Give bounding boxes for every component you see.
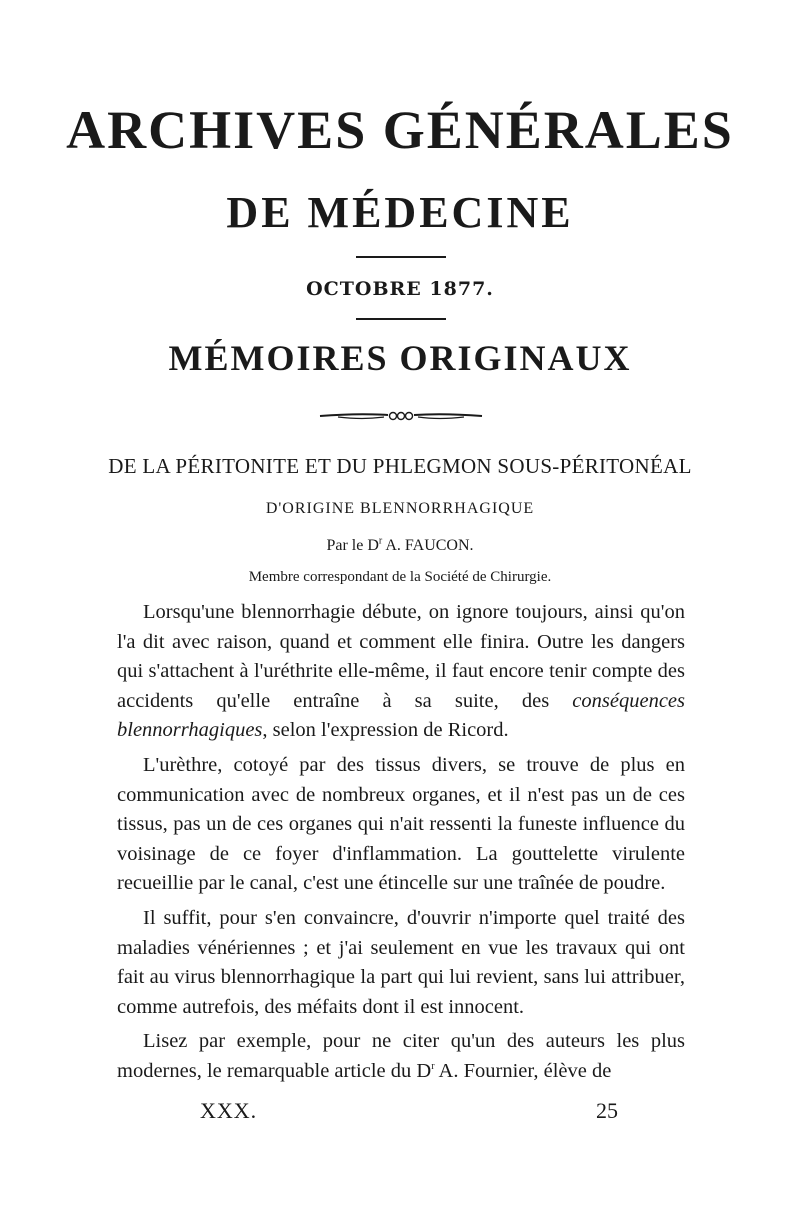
signature-mark: XXX. [200, 1098, 258, 1123]
paragraph-text: Lisez par exemple, pour ne citer qu'un des auteurs les plus modernes, le remarquable article du D [117, 1030, 685, 1082]
article-title: DE LA PÉRITONITE ET DU PHLEGMON SOUS-PÉRITONÉAL [108, 454, 692, 478]
paragraph-text: A. Fournier, élève de [434, 1059, 612, 1082]
issue-date: OCTOBRE 1877. [306, 278, 494, 300]
paragraph: L'urèthre, cotoyé par des tissus divers, se trouve de plus en communication avec de nombreux organes, et il n'est pas un de ces tissus, pas un de ces organes qui n'ait ressenti la funeste influence du voisinage de ce foyer d'inflammation. La gouttelette virulente recueillie par le canal, c'est une étincelle sur une traînée de poudre. [117, 753, 685, 895]
divider-rule [356, 318, 446, 320]
divider-rule [356, 256, 446, 258]
author-name: A. FAUCON. [382, 537, 474, 554]
author-line [0, 535, 800, 557]
paragraph: Il suffit, pour s'en convaincre, d'ouvrir n'importe quel traité des maladies vénériennes ; et j'ai seulement en vue les travaux qui ont fait au virus blennorrhagique la part qui lui revient, sans lui attribuer, comme autrefois, des méfaits dont il est innocent. [117, 906, 685, 1018]
sheet-number: 25 [596, 1098, 618, 1123]
journal-subtitle: DE MÉDECINE [226, 188, 574, 237]
paragraph-text: Lorsqu'une blennorrhagie débute, on ignore toujours, ainsi qu'on l'a dit avec raison, quand et comment elle finira. Outre les dangers qui s'attachent à l'uréthrite elle-même, il faut encore tenir compte des accidents qu'elle entraîne à sa suite, des [117, 601, 685, 712]
journal-title: ARCHIVES GÉNÉRALES [66, 100, 734, 160]
paragraph [117, 598, 685, 746]
section-title: MÉMOIRES ORIGINAUX [168, 338, 632, 378]
author-title-superscript: r [378, 535, 383, 547]
paragraph [117, 1027, 685, 1086]
paragraph-text: , selon l'expression de Ricord. [262, 719, 509, 742]
italic-phrase: conséquences blennorrhagiques [117, 689, 685, 742]
author-prefix: Par le D [326, 537, 379, 554]
superscript: r [431, 1061, 435, 1073]
ornamental-divider-icon [318, 408, 484, 424]
article-subtitle: D'ORIGINE BLENNORRHAGIQUE [265, 500, 535, 517]
author-affiliation: Membre correspondant de la Société de Chirurgie. [248, 569, 552, 585]
article-body [117, 598, 685, 1087]
